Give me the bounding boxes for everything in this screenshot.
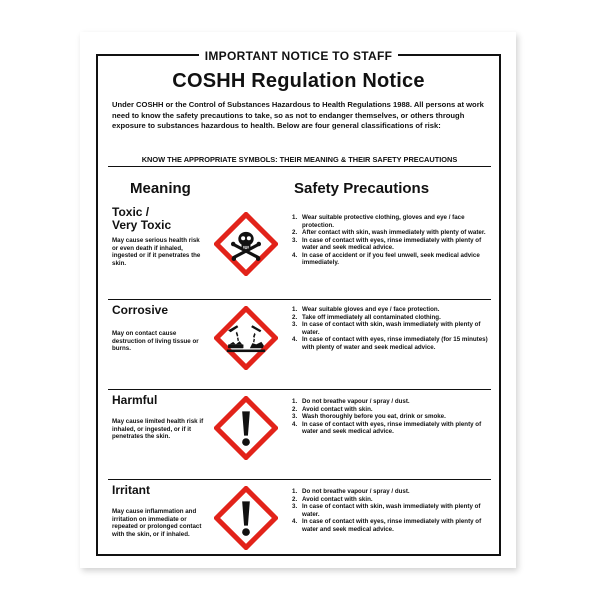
precautions-list: [292, 488, 489, 533]
hazard-name: Irritant: [112, 483, 151, 497]
intro-paragraph: Under COSHH or the Control of Substances Hazardous to Health Regulations 1988. All persons at work need to know the safety precautions to take, so as not to endanger themselves, or others through exposure to substances hazardous to health. Below are four general classifications of risk:: [112, 100, 484, 130]
row-divider: [108, 299, 491, 300]
staff-notice-banner: [98, 47, 499, 65]
precaution-item: 2. Take off immediately all contaminated clothing.: [292, 313, 441, 321]
precaution-item: 2. After contact with skin, wash immediately with plenty of water.: [292, 229, 486, 236]
precaution-item: 2. Avoid contact with skin.: [292, 405, 373, 413]
hazard-row-toxic: [106, 206, 491, 294]
row-divider: [108, 479, 491, 480]
meaning-column-heading: Meaning: [130, 180, 191, 197]
hazard-name: Harmful: [112, 393, 158, 407]
symbols-subheading: KNOW THE APPROPRIATE SYMBOLS: THEIR MEANING & THEIR SAFETY PRECAUTIONS: [108, 155, 491, 167]
precaution-item: 1. Wear suitable protective clothing, gloves and eye / face protection.: [292, 214, 465, 229]
precaution-item: 4. In case of contact with eyes, rinse immediately with plenty of water and seek medical advice.: [292, 518, 482, 533]
precaution-item: 4. In case of contact with eyes, rinse immediately with plenty of water and seek medical advice.: [292, 420, 482, 435]
row-divider: [108, 389, 491, 390]
notice-sheet: [80, 32, 516, 568]
exclamation-icon: [214, 486, 278, 550]
precaution-item: 1. Do not breathe vapour / spray / dust.: [292, 488, 410, 495]
hazard-row-irritant: [106, 484, 491, 568]
precautions-list: [292, 398, 489, 436]
precaution-item: 4. In case of accident or if you feel unwell, seek medical advice immediately.: [292, 251, 480, 266]
hazard-name: Toxic / Very Toxic: [112, 205, 172, 232]
exclamation-icon: [214, 396, 278, 460]
precautions-list: [292, 306, 489, 351]
precaution-item: 4. In case of contact with eyes, rinse immediately (for 15 minutes) with plenty of water and seek medical advice.: [292, 336, 488, 351]
precautions-list: [292, 214, 489, 267]
precaution-item: 1. Do not breathe vapour / spray / dust.: [292, 398, 410, 405]
precaution-item: 1. Wear suitable gloves and eye / face protection.: [292, 306, 440, 313]
hazard-row-harmful: [106, 394, 491, 476]
staff-notice-text: IMPORTANT NOTICE TO STAFF: [199, 49, 399, 63]
hazard-description: May cause serious health risk or even death if inhaled, ingested or if it penetrates the skin.: [112, 237, 201, 267]
precaution-item: 3. Wash thoroughly before you eat, drink or smoke.: [292, 413, 446, 420]
hazard-row-corrosive: [106, 304, 491, 384]
hazard-description: May cause limited health risk if inhaled, or ingested, or if it penetrates the skin.: [112, 418, 204, 441]
corrosion-icon: [214, 306, 278, 370]
notice-frame: [96, 49, 501, 556]
precaution-item: 2. Avoid contact with skin.: [292, 495, 373, 503]
hazard-description: May cause inflammation and irritation on immediate or repeated or prolonged contact with the skin, or if inhaled.: [112, 508, 202, 538]
precaution-item: 3. In case of contact with eyes, rinse immediately with plenty of water and seek medical advice.: [292, 236, 482, 251]
page-title: COSHH Regulation Notice: [172, 70, 425, 92]
precaution-item: 3. In case of contact with skin, wash immediately with plenty of water.: [292, 321, 481, 336]
hazard-description: May on contact cause destruction of living tissue or burns.: [112, 330, 199, 353]
safety-column-heading: Safety Precautions: [294, 180, 430, 197]
skull-crossbones-icon: [214, 212, 278, 276]
precaution-item: 3. In case of contact with skin, wash immediately with plenty of water.: [292, 503, 481, 518]
hazard-name: Corrosive: [112, 303, 169, 317]
